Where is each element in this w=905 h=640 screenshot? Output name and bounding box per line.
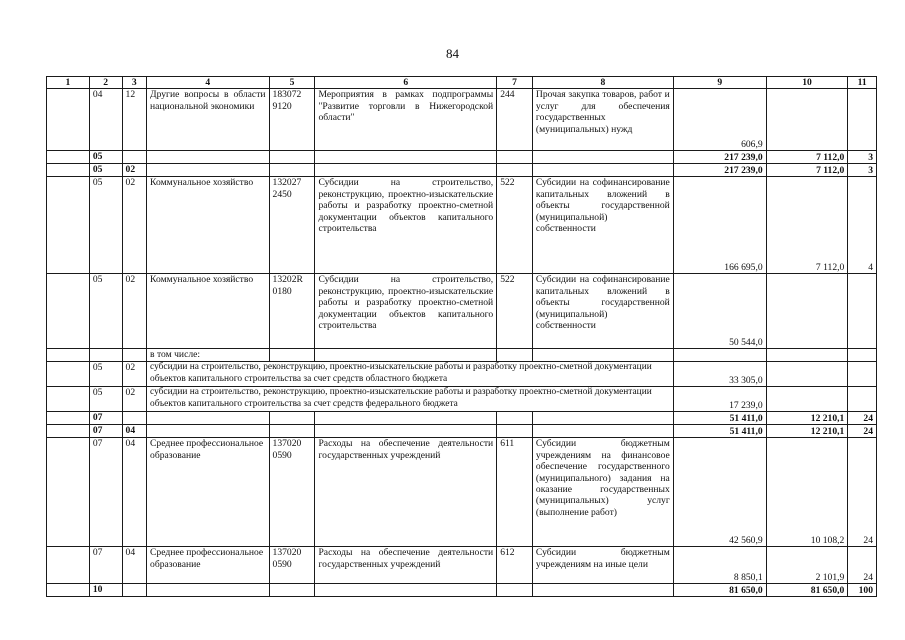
total-row xyxy=(47,412,877,425)
percent-cell: 3 xyxy=(848,151,877,164)
amount-cell: 10 108,2 xyxy=(766,438,848,547)
amount-cell: 7 112,0 xyxy=(766,164,848,177)
column-header: 7 xyxy=(497,77,533,89)
table-row xyxy=(47,89,877,151)
target-name: Расходы на обеспечение деятельности государственных учреждений xyxy=(315,547,497,584)
amount-cell: 51 411,0 xyxy=(673,412,766,425)
table-row xyxy=(47,438,877,547)
column-header: 3 xyxy=(122,77,147,89)
target-name: Субсидии на строительство, реконструкцию, проектно-изыскательские работы и разработку проектно-сметной документации объектов капитального строительства xyxy=(315,274,497,349)
expense-type-code: 611 xyxy=(497,438,533,547)
column-header: 8 xyxy=(532,77,673,89)
table-row xyxy=(47,362,877,387)
total-row xyxy=(47,151,877,164)
section-code: 05 xyxy=(89,164,122,177)
subsection-code: 02 xyxy=(122,164,147,177)
column-header: 5 xyxy=(269,77,315,89)
subsidy-description: субсидии на строительство, реконструкцию, проектно-изыскательские работы и разработку проектно-сметной документации объектов капитального строительства за счет средств федерального бюджета xyxy=(147,387,674,412)
section-code: 07 xyxy=(89,425,122,438)
table-row xyxy=(47,387,877,412)
percent-cell xyxy=(848,274,877,349)
section-code: 05 xyxy=(89,387,122,412)
subsection-code: 04 xyxy=(122,425,147,438)
subsection-code: 02 xyxy=(122,177,147,274)
section-name: Среднее профессиональное образование xyxy=(147,547,270,584)
expense-type-code: 522 xyxy=(497,274,533,349)
amount-cell xyxy=(766,274,848,349)
amount-cell: 12 210,1 xyxy=(766,412,848,425)
table-row xyxy=(47,274,877,349)
section-code: 07 xyxy=(89,412,122,425)
amount-cell: 7 112,0 xyxy=(766,177,848,274)
section-code: 04 xyxy=(89,89,122,151)
column-header: 2 xyxy=(89,77,122,89)
total-row xyxy=(47,425,877,438)
column-header: 1 xyxy=(47,77,90,89)
amount-cell: 8 850,1 xyxy=(673,547,766,584)
section-name: Среднее профессиональное образование xyxy=(147,438,270,547)
expense-type-name: Субсидии бюджетным учреждениям на финансовое обеспечение государственного (муниципального) задания на оказание государственных (муниципальных) услуг (выполнение работ) xyxy=(532,438,673,547)
percent-cell: 24 xyxy=(848,425,877,438)
table-row xyxy=(47,547,877,584)
percent-cell: 24 xyxy=(848,547,877,584)
amount-cell: 2 101,9 xyxy=(766,547,848,584)
total-row xyxy=(47,584,877,597)
subsection-code: 04 xyxy=(122,547,147,584)
amount-cell: 81 650,0 xyxy=(766,584,848,597)
amount-cell: 81 650,0 xyxy=(673,584,766,597)
expense-type-name: Субсидии бюджетным учреждениям на иные цели xyxy=(532,547,673,584)
expense-type-code: 244 xyxy=(497,89,533,151)
header-row xyxy=(47,77,877,89)
target-code: 137020 0590 xyxy=(269,438,315,547)
column-header: 6 xyxy=(315,77,497,89)
column-header: 11 xyxy=(848,77,877,89)
subsection-code: 02 xyxy=(122,274,147,349)
target-code: 137020 0590 xyxy=(269,547,315,584)
section-code: 10 xyxy=(89,584,122,597)
target-code: 13202R 0180 xyxy=(269,274,315,349)
amount-cell: 17 239,0 xyxy=(673,387,766,412)
section-code: 05 xyxy=(89,151,122,164)
subsection-code: 12 xyxy=(122,89,147,151)
target-name: Расходы на обеспечение деятельности государственных учреждений xyxy=(315,438,497,547)
amount-cell: 7 112,0 xyxy=(766,151,848,164)
section-code: 07 xyxy=(89,547,122,584)
budget-table xyxy=(46,76,877,597)
amount-cell: 42 560,9 xyxy=(673,438,766,547)
amount-cell: 217 239,0 xyxy=(673,151,766,164)
section-name: Коммунальное хозяйство xyxy=(147,274,270,349)
expense-type-name: Субсидии на софинансирование капитальных вложений в объекты государственной (муниципальной) собственности xyxy=(532,177,673,274)
target-code: 132027 2450 xyxy=(269,177,315,274)
amount-cell: 50 544,0 xyxy=(673,274,766,349)
section-name: Другие вопросы в области национальной экономики xyxy=(147,89,270,151)
amount-cell: 166 695,0 xyxy=(673,177,766,274)
expense-type-code: 522 xyxy=(497,177,533,274)
percent-cell: 100 xyxy=(848,584,877,597)
including-label: в том числе: xyxy=(147,349,270,362)
subsection-code: 02 xyxy=(122,387,147,412)
section-code: 05 xyxy=(89,274,122,349)
total-row xyxy=(47,164,877,177)
target-name: Субсидии на строительство, реконструкцию, проектно-изыскательские работы и разработку проектно-сметной документации объектов капитального строительства xyxy=(315,177,497,274)
amount-cell: 12 210,1 xyxy=(766,425,848,438)
subsection-code: 04 xyxy=(122,438,147,547)
target-code: 183072 9120 xyxy=(269,89,315,151)
amount-cell xyxy=(766,89,848,151)
target-name: Мероприятия в рамках подпрограммы "Развитие торговли в Нижегородской области" xyxy=(315,89,497,151)
expense-type-name: Субсидии на софинансирование капитальных вложений в объекты государственной (муниципальной) собственности xyxy=(532,274,673,349)
column-header: 10 xyxy=(766,77,848,89)
percent-cell: 24 xyxy=(848,438,877,547)
expense-type-name: Прочая закупка товаров, работ и услуг для обеспечения государственных (муниципальных) нужд xyxy=(532,89,673,151)
expense-type-code: 612 xyxy=(497,547,533,584)
amount-cell: 33 305,0 xyxy=(673,362,766,387)
section-code: 07 xyxy=(89,438,122,547)
percent-cell: 4 xyxy=(848,177,877,274)
table-row xyxy=(47,349,877,362)
amount-cell: 217 239,0 xyxy=(673,164,766,177)
percent-cell xyxy=(848,89,877,151)
subsidy-description: субсидии на строительство, реконструкцию, проектно-изыскательские работы и разработку проектно-сметной документации объектов капитального строительства за счет средств областного бюджета xyxy=(147,362,674,387)
column-header: 4 xyxy=(147,77,270,89)
subsection-code: 02 xyxy=(122,362,147,387)
page-number: 84 xyxy=(446,46,459,61)
section-code: 05 xyxy=(89,362,122,387)
section-code: 05 xyxy=(89,177,122,274)
section-name: Коммунальное хозяйство xyxy=(147,177,270,274)
percent-cell: 3 xyxy=(848,164,877,177)
amount-cell: 606,9 xyxy=(673,89,766,151)
percent-cell: 24 xyxy=(848,412,877,425)
amount-cell: 51 411,0 xyxy=(673,425,766,438)
table-row xyxy=(47,177,877,274)
column-header: 9 xyxy=(673,77,766,89)
